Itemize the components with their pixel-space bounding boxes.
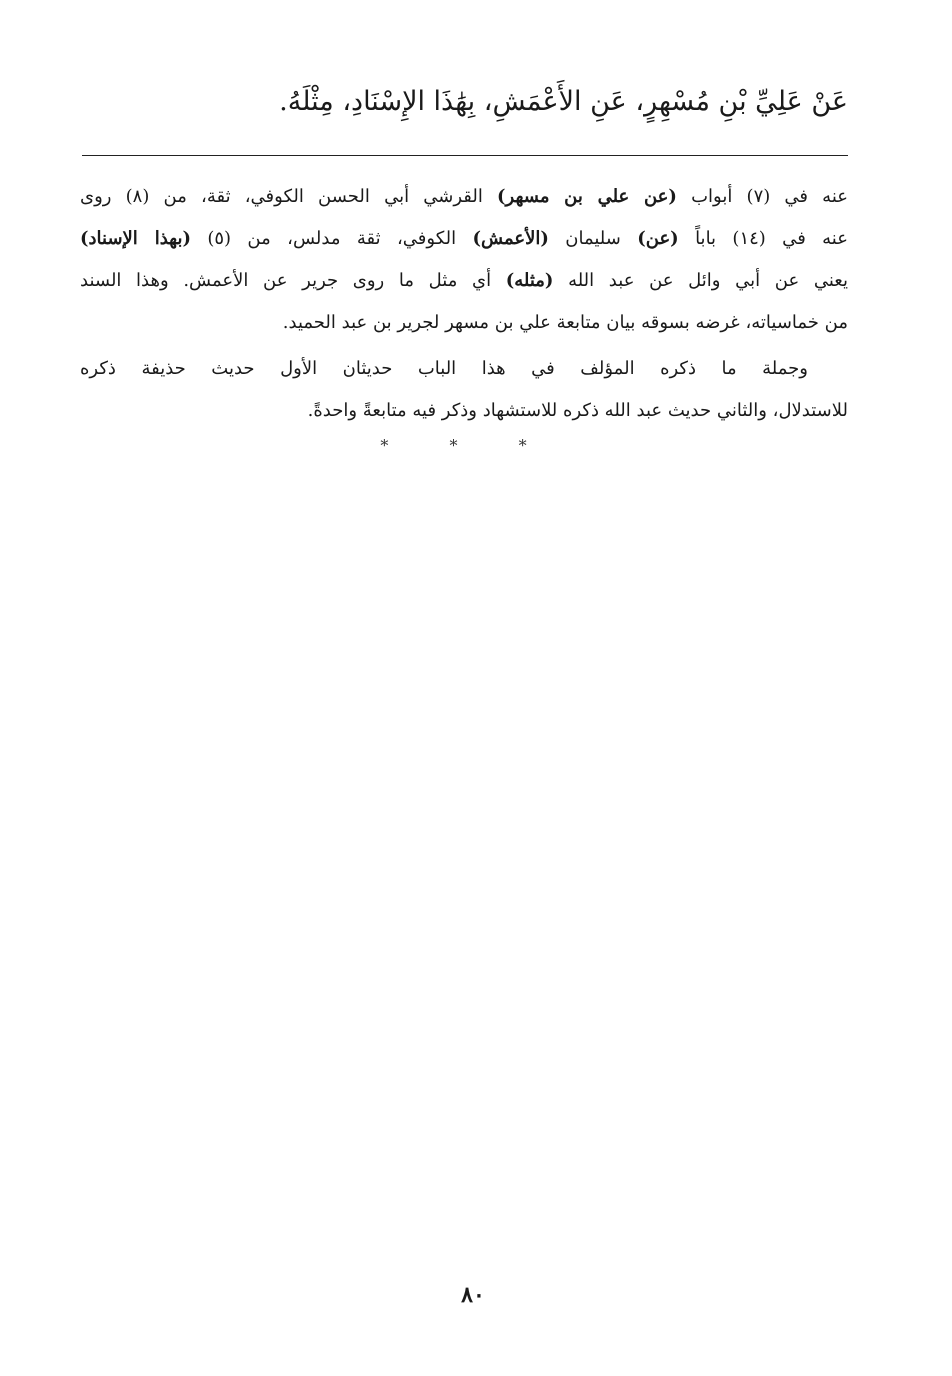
commentary-line xyxy=(80,260,848,302)
bold-term: (بهذا الإسناد) xyxy=(80,228,191,249)
commentary-text: عنه في (١٤) باباً xyxy=(678,228,848,249)
commentary-text: سليمان xyxy=(548,228,638,249)
commentary-text: يعني عن أبي وائل عن عبد الله xyxy=(553,270,848,291)
commentary-line: وجملة ما ذكره المؤلف في هذا الباب حديثان الأول حديث حذيفة ذكره xyxy=(80,358,808,379)
commentary-line: للاستدلال، والثاني حديث عبد الله ذكره للاستشهاد وذكر فيه متابعةً واحدةً. xyxy=(307,400,848,421)
bold-term: (عن) xyxy=(637,228,679,249)
commentary-line xyxy=(80,302,848,344)
commentary-text: من خماسياته، غرضه بسوقه بيان متابعة علي بن مسهر لجرير بن عبد الحميد. xyxy=(282,312,848,333)
bold-narrator: (عن علي بن مسهر) xyxy=(497,186,677,207)
commentary-text: الكوفي، ثقة مدلس، من (٥) xyxy=(190,228,473,249)
commentary-block xyxy=(80,176,848,432)
bold-narrator: (الأعمش) xyxy=(472,228,549,249)
footnote-divider xyxy=(82,155,848,156)
commentary-line xyxy=(80,218,848,260)
hadith-text: عَنْ عَلِيِّ بْنِ مُسْهِرٍ، عَنِ الأَعْمَشِ، بِهَٰذَا الإِسْنَادِ، مِثْلَهُ. xyxy=(279,86,848,117)
page-number: ٨٠ xyxy=(461,1282,485,1308)
commentary-text: عنه في (٧) أبواب xyxy=(676,186,849,207)
commentary-text: القرشي أبي الحسن الكوفي، ثقة، من (٨) روى xyxy=(80,186,498,207)
section-separator: * * * xyxy=(380,436,555,455)
commentary-line xyxy=(80,176,848,218)
commentary-text: أي مثل ما روى جرير عن الأعمش. وهذا السند xyxy=(80,270,506,291)
bold-term: (مثله) xyxy=(505,270,554,291)
